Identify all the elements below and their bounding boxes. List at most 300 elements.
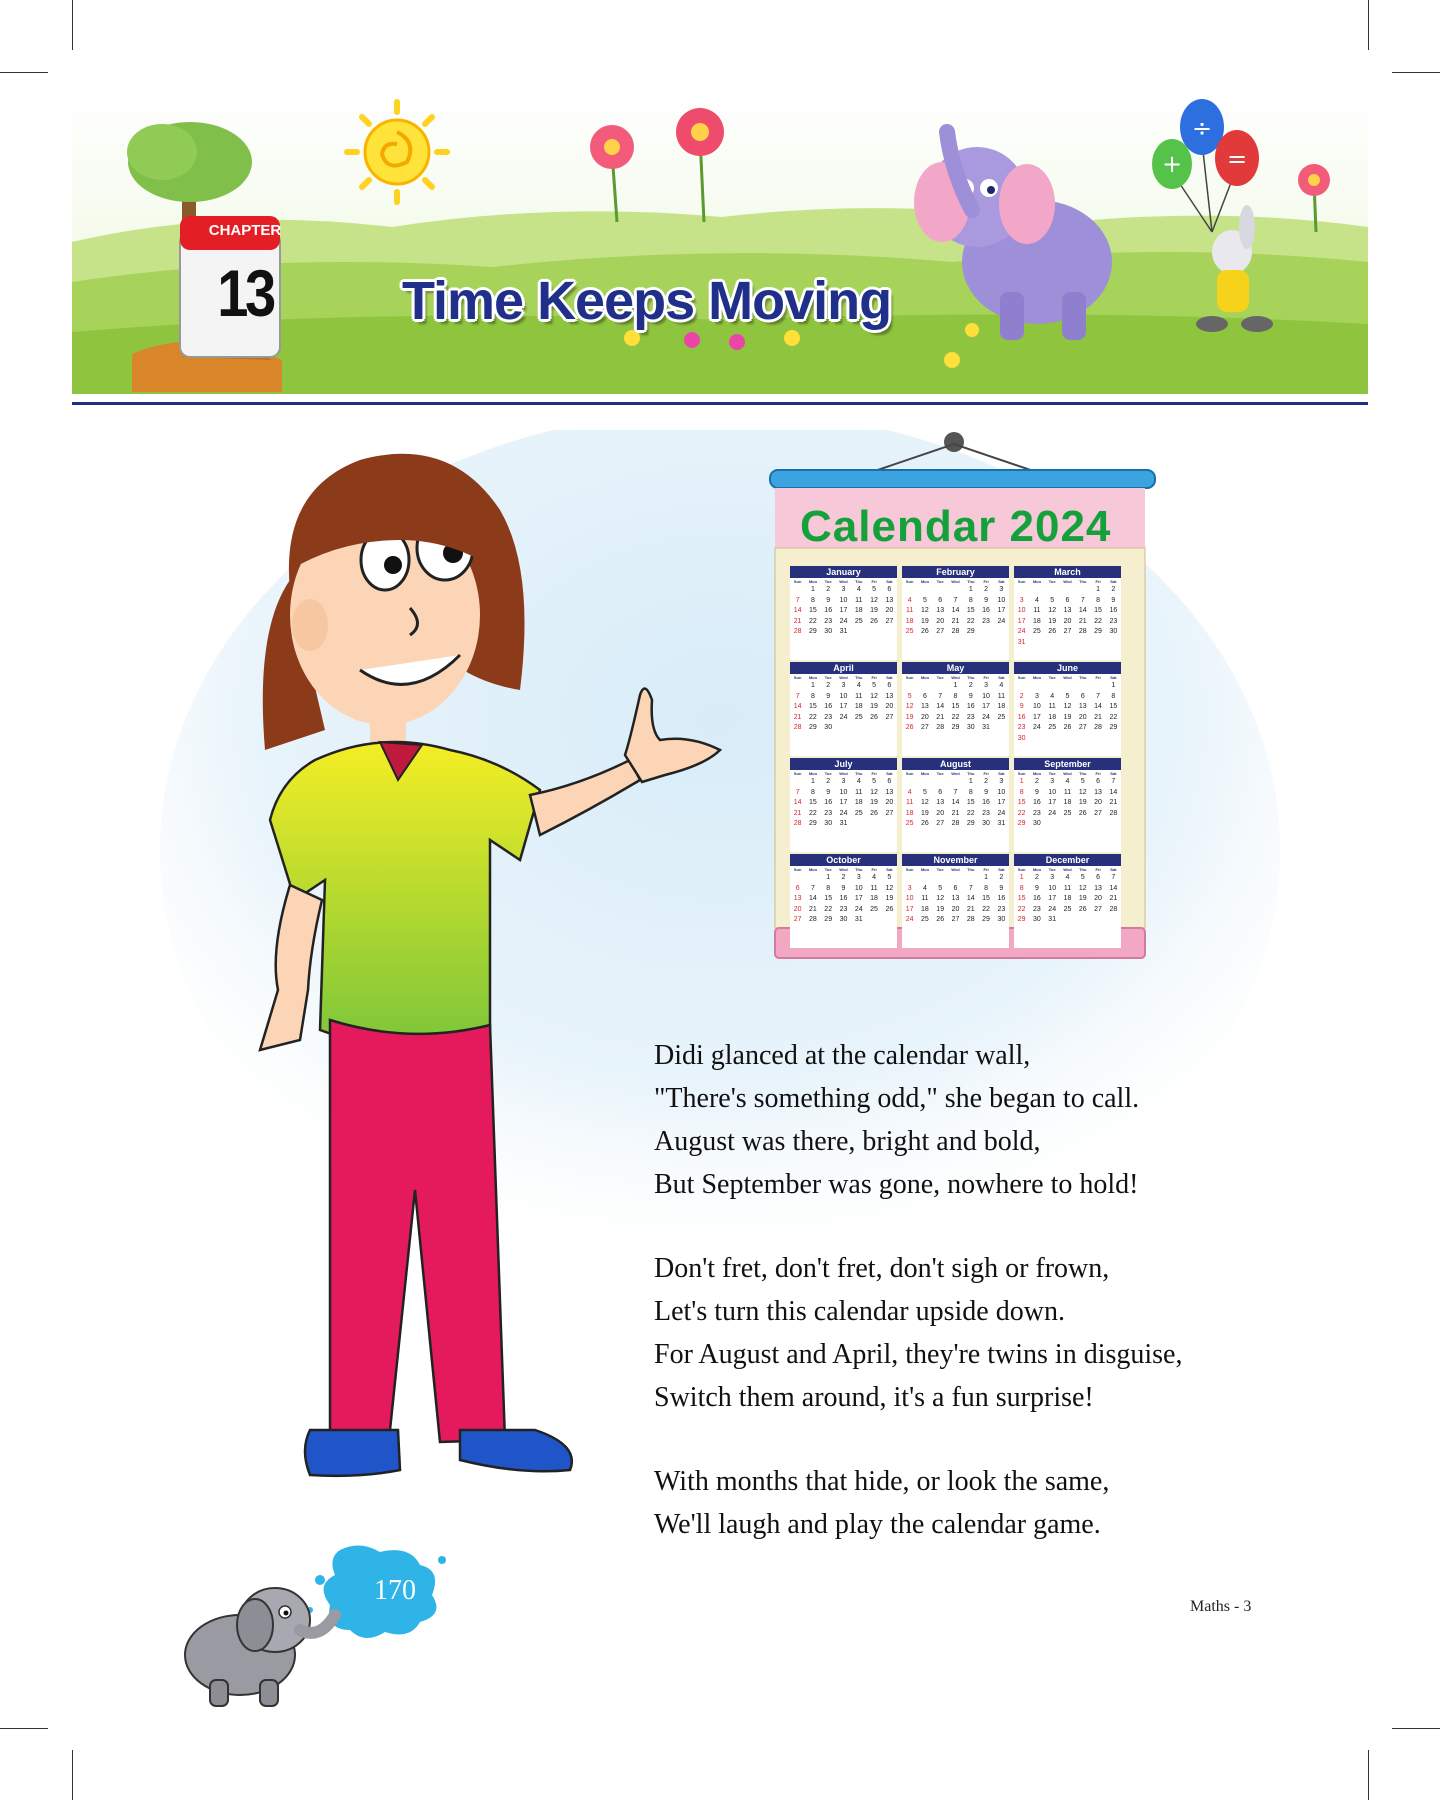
- date-cell: 2: [826, 586, 831, 593]
- date-cell: 1: [968, 778, 973, 785]
- date-cell: 9: [826, 596, 831, 604]
- date-grid: [902, 873, 1009, 926]
- date-grid: [1014, 777, 1121, 830]
- weekday-label: Wed: [839, 771, 848, 776]
- date-cell: 5: [872, 682, 877, 689]
- weekday-label: Fri: [1095, 579, 1101, 584]
- date-cell: 22: [982, 905, 990, 913]
- date-cell: 18: [870, 895, 878, 902]
- date-cell: 10: [839, 788, 848, 796]
- date-cell: 2: [968, 682, 973, 689]
- date-cell: 21: [936, 713, 945, 721]
- date-cell: 3: [1019, 596, 1024, 604]
- date-cell: 13: [936, 799, 945, 806]
- weekday-label: Fri: [1095, 771, 1101, 776]
- weekday-label: Thu: [855, 771, 863, 776]
- date-cell: 17: [1017, 617, 1026, 625]
- date-cell: 24: [839, 809, 848, 817]
- date-cell: 25: [905, 820, 914, 827]
- date-cell: 6: [887, 682, 892, 689]
- date-cell: 20: [885, 799, 894, 806]
- date-cell: 9: [841, 884, 846, 892]
- weekday-label: Mon: [920, 867, 930, 872]
- date-cell: 25: [854, 617, 863, 625]
- date-cell: 13: [885, 692, 894, 700]
- date-cell: 6: [938, 788, 943, 796]
- date-cell: 15: [809, 607, 817, 614]
- date-cell: 31: [839, 628, 848, 635]
- date-cell: 27: [951, 916, 960, 923]
- date-cell: 28: [951, 628, 960, 635]
- date-cell: 28: [1078, 628, 1087, 635]
- date-cell: 11: [906, 607, 914, 614]
- date-cell: 24: [1033, 724, 1041, 731]
- date-cell: 26: [870, 713, 878, 721]
- date-cell: 26: [870, 809, 878, 817]
- weekday-label: Mon: [920, 579, 930, 584]
- date-cell: 9: [984, 596, 989, 604]
- weekday-label: Sun: [905, 867, 914, 872]
- date-cell: 3: [999, 778, 1004, 785]
- weekday-label: Fri: [983, 675, 989, 680]
- date-cell: 6: [795, 884, 800, 892]
- date-cell: 19: [921, 617, 929, 625]
- date-cell: 28: [809, 916, 817, 923]
- date-cell: 17: [854, 895, 863, 902]
- date-cell: 10: [839, 692, 848, 700]
- weekday-label: Mon: [1032, 771, 1042, 776]
- date-grid: [790, 873, 897, 926]
- weekday-label: Sat: [998, 675, 1005, 680]
- date-cell: 19: [1048, 617, 1057, 625]
- date-cell: 4: [922, 884, 927, 892]
- weekday-label: Thu: [1079, 675, 1087, 680]
- date-cell: 1: [810, 778, 815, 785]
- date-cell: 19: [1063, 713, 1072, 721]
- date-cell: 11: [1063, 788, 1072, 796]
- weekday-label: Mon: [808, 675, 818, 680]
- date-cell: 9: [1034, 884, 1039, 892]
- date-cell: 8: [1111, 692, 1116, 700]
- crop-mark: [1368, 0, 1369, 50]
- month-name: May: [902, 662, 1009, 674]
- date-cell: 8: [968, 596, 973, 604]
- date-cell: 20: [936, 809, 945, 817]
- date-cell: 10: [997, 596, 1006, 604]
- date-cell: 2: [826, 682, 831, 689]
- date-cell: 28: [966, 916, 975, 923]
- date-cell: 9: [1111, 596, 1116, 604]
- month-name: July: [790, 758, 897, 770]
- weekday-label: Sat: [1110, 771, 1117, 776]
- weekday-label: Sat: [1110, 867, 1117, 872]
- date-cell: 29: [982, 916, 990, 923]
- date-cell: 29: [1094, 628, 1102, 635]
- date-cell: 15: [1017, 895, 1026, 902]
- weekday-label: Sun: [905, 579, 914, 584]
- date-cell: 11: [855, 788, 863, 796]
- date-cell: 30: [824, 820, 833, 827]
- svg-text:=: =: [1226, 145, 1248, 173]
- calendar-month: [902, 854, 1009, 948]
- date-cell: 14: [809, 895, 817, 902]
- date-cell: 20: [885, 607, 894, 614]
- date-cell: 30: [824, 628, 833, 635]
- date-cell: 22: [966, 617, 975, 625]
- date-cell: 5: [887, 874, 892, 881]
- date-cell: 22: [966, 809, 975, 817]
- date-cell: 28: [936, 724, 945, 731]
- date-cell: 13: [921, 703, 929, 710]
- weekday-label: Tue: [1048, 675, 1056, 680]
- date-cell: 23: [824, 617, 833, 625]
- date-cell: 31: [854, 916, 863, 923]
- date-cell: 17: [905, 905, 914, 913]
- date-cell: 10: [997, 788, 1006, 796]
- weekday-label: Mon: [920, 675, 930, 680]
- month-name: December: [1014, 854, 1121, 866]
- date-cell: 18: [854, 799, 863, 806]
- date-cell: 25: [1063, 809, 1072, 817]
- date-cell: 26: [870, 617, 878, 625]
- date-cell: 7: [795, 692, 800, 700]
- weekday-label: Thu: [967, 771, 975, 776]
- date-cell: 29: [809, 628, 817, 635]
- date-cell: 1: [1111, 682, 1116, 689]
- date-cell: 13: [1063, 607, 1072, 614]
- weekday-label: Tue: [936, 675, 944, 680]
- calendar-month: [790, 566, 897, 660]
- weekday-label: Sat: [1110, 675, 1117, 680]
- date-cell: 31: [1048, 916, 1057, 923]
- weekday-label: Fri: [871, 579, 877, 584]
- date-cell: 24: [839, 617, 848, 625]
- date-cell: 21: [809, 905, 817, 913]
- date-cell: 19: [870, 799, 878, 806]
- date-cell: 14: [936, 703, 945, 710]
- date-cell: 20: [921, 713, 929, 721]
- date-cell: 11: [855, 596, 863, 604]
- date-cell: 24: [905, 916, 914, 923]
- date-cell: 29: [966, 628, 975, 635]
- date-grid: [790, 777, 897, 830]
- date-cell: 26: [936, 916, 945, 923]
- weekday-label: Mon: [1032, 579, 1042, 584]
- weekday-label: Sat: [998, 867, 1005, 872]
- date-cell: 10: [982, 692, 990, 700]
- date-cell: 20: [1094, 895, 1102, 902]
- weekday-label: Mon: [808, 771, 818, 776]
- date-cell: 30: [839, 916, 848, 923]
- weekday-label: Sun: [793, 675, 802, 680]
- date-cell: 9: [826, 692, 831, 700]
- date-cell: 27: [1078, 724, 1087, 731]
- date-cell: 18: [1063, 799, 1072, 806]
- date-cell: 24: [854, 905, 863, 913]
- date-cell: 19: [870, 607, 878, 614]
- weekday-label: Tue: [936, 771, 944, 776]
- date-cell: 1: [968, 586, 973, 593]
- date-cell: 8: [968, 788, 973, 796]
- date-cell: 16: [1109, 607, 1118, 614]
- date-cell: 11: [1063, 884, 1072, 892]
- date-cell: 25: [1033, 628, 1041, 635]
- crop-mark: [72, 0, 73, 50]
- date-cell: 25: [997, 713, 1006, 721]
- date-cell: 22: [1094, 617, 1102, 625]
- weekday-label: Wed: [839, 675, 848, 680]
- date-cell: 22: [1017, 809, 1026, 817]
- weekday-label: Sun: [793, 867, 802, 872]
- date-cell: 15: [982, 895, 990, 902]
- calendar-month: [1014, 854, 1121, 948]
- weekday-label: Thu: [855, 675, 863, 680]
- date-cell: 6: [1096, 874, 1101, 881]
- date-cell: 23: [1033, 905, 1041, 913]
- date-cell: 17: [997, 799, 1006, 806]
- date-grid: [902, 585, 1009, 638]
- crop-mark: [1392, 72, 1440, 73]
- date-cell: 16: [997, 895, 1006, 902]
- weekday-label: Thu: [1079, 579, 1087, 584]
- date-cell: 22: [951, 713, 960, 721]
- date-cell: 9: [826, 788, 831, 796]
- date-cell: 13: [1094, 884, 1102, 892]
- calendar-month: [790, 758, 897, 852]
- date-cell: 2: [1034, 874, 1039, 881]
- date-cell: 7: [1111, 874, 1116, 881]
- date-cell: 5: [1080, 778, 1085, 785]
- weekday-label: Wed: [1063, 771, 1072, 776]
- date-cell: 18: [905, 809, 914, 817]
- weekday-label: Sun: [1017, 579, 1026, 584]
- poem-line: Let's turn this calendar upside down.: [654, 1296, 1065, 1327]
- date-cell: 21: [1078, 617, 1087, 625]
- date-cell: 7: [795, 788, 800, 796]
- date-cell: 17: [997, 607, 1006, 614]
- date-cell: 17: [839, 703, 848, 710]
- date-cell: 10: [1033, 703, 1041, 710]
- calendar-month: [1014, 566, 1121, 660]
- date-cell: 28: [951, 820, 960, 827]
- date-cell: 11: [1048, 703, 1056, 710]
- date-cell: 28: [793, 724, 802, 731]
- date-cell: 12: [921, 607, 929, 614]
- poem-line: For August and April, they're twins in disguise,: [654, 1339, 1183, 1370]
- date-cell: 13: [951, 895, 960, 902]
- date-cell: 14: [1078, 607, 1087, 614]
- date-cell: 30: [1033, 916, 1041, 923]
- date-cell: 1: [1019, 778, 1024, 785]
- month-name: April: [790, 662, 897, 674]
- date-cell: 4: [1065, 874, 1070, 881]
- date-cell: 3: [984, 682, 989, 689]
- date-cell: 5: [1065, 692, 1070, 700]
- date-cell: 27: [1094, 905, 1102, 913]
- date-cell: 6: [1080, 692, 1085, 700]
- date-cell: 17: [1048, 799, 1057, 806]
- date-cell: 20: [1094, 799, 1102, 806]
- date-cell: 1: [1096, 586, 1101, 593]
- date-cell: 21: [966, 905, 975, 913]
- date-cell: 27: [793, 916, 802, 923]
- date-cell: 26: [1078, 905, 1087, 913]
- weekday-label: Sun: [905, 771, 914, 776]
- date-cell: 21: [793, 713, 802, 721]
- date-cell: 22: [809, 713, 817, 721]
- weekday-label: Mon: [1032, 675, 1042, 680]
- header-rule: [72, 402, 1368, 405]
- date-cell: 16: [1033, 895, 1041, 902]
- date-cell: 14: [966, 895, 975, 902]
- date-cell: 26: [1063, 724, 1072, 731]
- date-cell: 4: [907, 596, 912, 604]
- date-cell: 26: [1048, 628, 1057, 635]
- date-cell: 30: [982, 820, 990, 827]
- date-cell: 9: [1034, 788, 1039, 796]
- weekday-label: Mon: [808, 579, 818, 584]
- date-cell: 7: [953, 788, 958, 796]
- chapter-title: Time Keeps Moving: [402, 271, 892, 331]
- date-cell: 4: [1050, 692, 1055, 700]
- date-cell: 23: [997, 905, 1006, 913]
- date-grid: [1014, 873, 1121, 926]
- date-cell: 19: [905, 713, 914, 721]
- date-cell: 18: [854, 703, 863, 710]
- weekday-label: Fri: [871, 771, 877, 776]
- date-cell: 14: [1109, 884, 1118, 892]
- date-cell: 27: [921, 724, 929, 731]
- date-cell: 20: [951, 905, 960, 913]
- date-cell: 20: [793, 905, 802, 913]
- weekday-label: Thu: [855, 867, 863, 872]
- date-cell: 22: [1017, 905, 1026, 913]
- weekday-header: [1014, 866, 1121, 873]
- date-cell: 25: [854, 809, 863, 817]
- date-cell: 22: [809, 809, 817, 817]
- weekday-label: Fri: [983, 867, 989, 872]
- date-cell: 6: [887, 778, 892, 785]
- date-cell: 27: [1094, 809, 1102, 817]
- date-cell: 29: [809, 820, 817, 827]
- date-cell: 8: [826, 884, 831, 892]
- date-cell: 1: [826, 874, 831, 881]
- date-cell: 11: [1033, 607, 1041, 614]
- date-cell: 6: [887, 586, 892, 593]
- date-cell: 12: [936, 895, 945, 902]
- weekday-label: Thu: [967, 675, 975, 680]
- poem-stanza: [654, 1034, 1354, 1206]
- weekday-label: Thu: [967, 579, 975, 584]
- date-cell: 28: [1094, 724, 1102, 731]
- date-cell: 1: [953, 682, 958, 689]
- date-cell: 5: [938, 884, 943, 892]
- month-name: February: [902, 566, 1009, 578]
- date-cell: 6: [953, 884, 958, 892]
- weekday-label: Sat: [1110, 579, 1117, 584]
- date-cell: 21: [793, 617, 802, 625]
- weekday-header: [902, 770, 1009, 777]
- date-cell: 27: [936, 820, 945, 827]
- date-cell: 2: [1111, 586, 1116, 593]
- poem-line: Switch them around, it's a fun surprise!: [654, 1382, 1094, 1413]
- date-cell: 12: [921, 799, 929, 806]
- date-cell: 15: [824, 895, 833, 902]
- date-cell: 4: [999, 682, 1004, 689]
- date-grid: [790, 681, 897, 734]
- date-cell: 18: [854, 607, 863, 614]
- weekday-label: Thu: [967, 867, 975, 872]
- date-cell: 1: [810, 682, 815, 689]
- date-cell: 11: [906, 799, 914, 806]
- month-name: January: [790, 566, 897, 578]
- date-cell: 7: [968, 884, 973, 892]
- weekday-header: [1014, 674, 1121, 681]
- date-cell: 30: [1109, 628, 1118, 635]
- date-cell: 2: [984, 778, 989, 785]
- date-cell: 18: [997, 703, 1006, 710]
- date-cell: 20: [936, 617, 945, 625]
- date-cell: 14: [1094, 703, 1102, 710]
- date-cell: 17: [1048, 895, 1057, 902]
- date-cell: 15: [1109, 703, 1118, 710]
- weekday-label: Sat: [886, 675, 893, 680]
- month-name: November: [902, 854, 1009, 866]
- date-cell: 20: [1078, 713, 1087, 721]
- date-cell: 16: [824, 607, 833, 614]
- date-cell: 29: [951, 724, 960, 731]
- date-cell: 12: [1078, 884, 1087, 892]
- date-cell: 29: [1109, 724, 1118, 731]
- date-cell: 3: [856, 874, 861, 881]
- date-cell: 4: [1034, 596, 1039, 604]
- date-cell: 2: [826, 778, 831, 785]
- date-cell: 16: [824, 703, 833, 710]
- calendar-months-grid: [790, 566, 1126, 948]
- date-cell: 8: [953, 692, 958, 700]
- weekday-label: Fri: [1095, 867, 1101, 872]
- date-cell: 8: [810, 596, 815, 604]
- date-cell: 18: [905, 617, 914, 625]
- date-cell: 26: [921, 628, 929, 635]
- weekday-label: Mon: [920, 771, 930, 776]
- date-cell: 7: [1111, 778, 1116, 785]
- date-cell: 10: [839, 596, 848, 604]
- poem-line: Don't fret, don't fret, don't sigh or frown,: [654, 1253, 1110, 1284]
- date-cell: 22: [809, 617, 817, 625]
- date-cell: 23: [982, 809, 990, 817]
- date-cell: 11: [870, 884, 878, 892]
- crop-mark: [72, 1750, 73, 1800]
- weekday-label: Tue: [824, 579, 832, 584]
- weekday-header: [1014, 578, 1121, 585]
- date-cell: 5: [922, 788, 927, 796]
- date-cell: 10: [905, 895, 914, 902]
- date-cell: 16: [1017, 713, 1026, 721]
- date-cell: 5: [872, 586, 877, 593]
- date-cell: 15: [809, 703, 817, 710]
- date-cell: 24: [997, 809, 1006, 817]
- date-cell: 31: [839, 820, 848, 827]
- date-cell: 15: [966, 607, 975, 614]
- date-cell: 7: [795, 596, 800, 604]
- date-cell: 17: [982, 703, 990, 710]
- weekday-label: Tue: [824, 675, 832, 680]
- date-cell: 19: [1078, 895, 1087, 902]
- date-cell: 9: [984, 788, 989, 796]
- weekday-label: Sun: [793, 771, 802, 776]
- weekday-header: [902, 866, 1009, 873]
